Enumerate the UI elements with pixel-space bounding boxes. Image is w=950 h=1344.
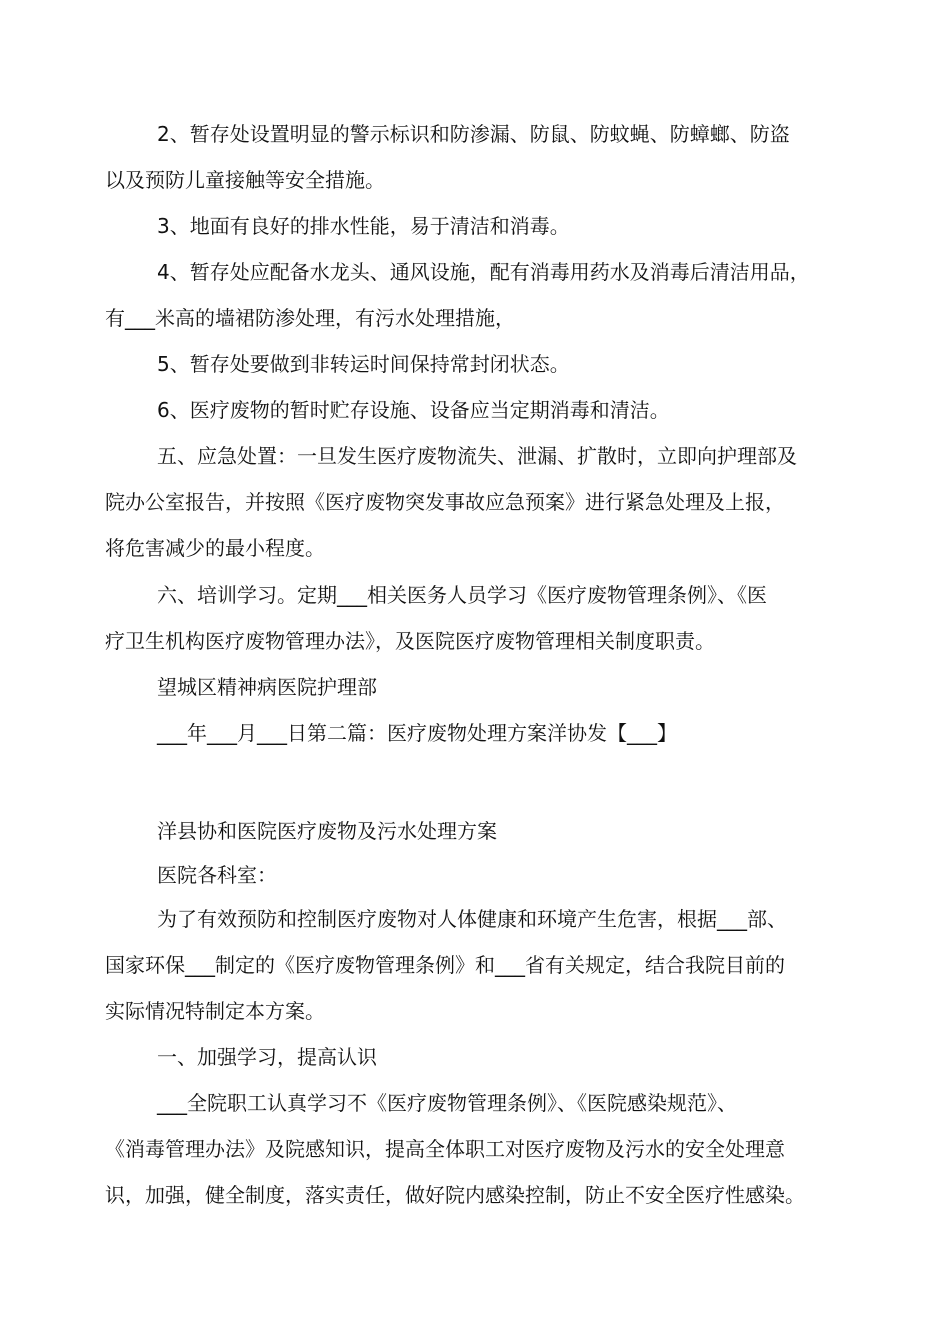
text-line: 5、暂存处要做到非转运时间保持常封闭状态。	[157, 352, 570, 376]
text-line: 4、暂存处应配备水龙头、通风设施，配有消毒用药水及消毒后清洁用品，	[157, 260, 810, 284]
date-and-second-title	[105, 710, 845, 756]
paragraph-purpose	[105, 896, 845, 1034]
text-line: ___全院职工认真学习不《医疗废物管理条例》、《医院感染规范》、	[157, 1091, 737, 1115]
text-line: 洋县协和医院医疗废物及污水处理方案	[157, 819, 497, 843]
paragraph-emergency	[105, 433, 845, 571]
plan-title	[105, 808, 845, 854]
paragraph-closed-state	[105, 341, 845, 387]
text-line: 疗卫生机构医疗废物管理办法》，及医院医疗废物管理相关制度职责。	[105, 629, 715, 653]
paragraph-study-details	[105, 1080, 845, 1218]
text-line: 国家环保___制定的《医疗废物管理条例》和___省有关规定，结合我院目前的	[105, 953, 785, 977]
paragraph-floor-drainage	[105, 203, 845, 249]
text-line: 望城区精神病医院护理部	[157, 675, 377, 699]
text-line: 实际情况特制定本方案。	[105, 999, 325, 1023]
text-line: 有___米高的墙裙防渗处理，有污水处理措施，	[105, 306, 515, 330]
text-line: 六、培训学习。定期___相关医务人员学习《医疗废物管理条例》、《医	[157, 583, 767, 607]
text-line: 一、加强学习，提高认识	[157, 1045, 377, 1069]
text-line: 以及预防儿童接触等安全措施。	[105, 168, 385, 192]
paragraph-disinfection	[105, 387, 845, 433]
text-line: 医院各科室：	[157, 863, 277, 887]
text-line: 识，加强，健全制度，落实责任，做好院内感染控制，防止不安全医疗性感染。	[105, 1183, 805, 1207]
text-line: 3、地面有良好的排水性能，易于清洁和消毒。	[157, 214, 570, 238]
signature-department	[105, 664, 845, 710]
text-line: 《消毒管理办法》及院感知识，提高全体职工对医疗废物及污水的安全处理意	[105, 1137, 785, 1161]
salutation	[105, 852, 845, 898]
paragraph-storage-equipment	[105, 249, 845, 341]
section-heading-study	[105, 1034, 845, 1080]
text-line: 为了有效预防和控制医疗废物对人体健康和环境产生危害，根据___部、	[157, 907, 787, 931]
text-line: 将危害减少的最小程度。	[105, 536, 325, 560]
paragraph-storage-signs	[105, 111, 845, 203]
text-line: 6、医疗废物的暂时贮存设施、设备应当定期消毒和清洁。	[157, 398, 670, 422]
text-line: 院办公室报告，并按照《医疗废物突发事故应急预案》进行紧急处理及上报，	[105, 490, 785, 514]
paragraph-training	[105, 572, 845, 664]
text-line: ___年___月___日第二篇：医疗废物处理方案洋协发【___】	[157, 721, 677, 745]
text-line: 2、暂存处设置明显的警示标识和防渗漏、防鼠、防蚊蝇、防蟑螂、防盗	[157, 122, 790, 146]
text-line: 五、应急处置：一旦发生医疗废物流失、泄漏、扩散时，立即向护理部及	[157, 444, 797, 468]
